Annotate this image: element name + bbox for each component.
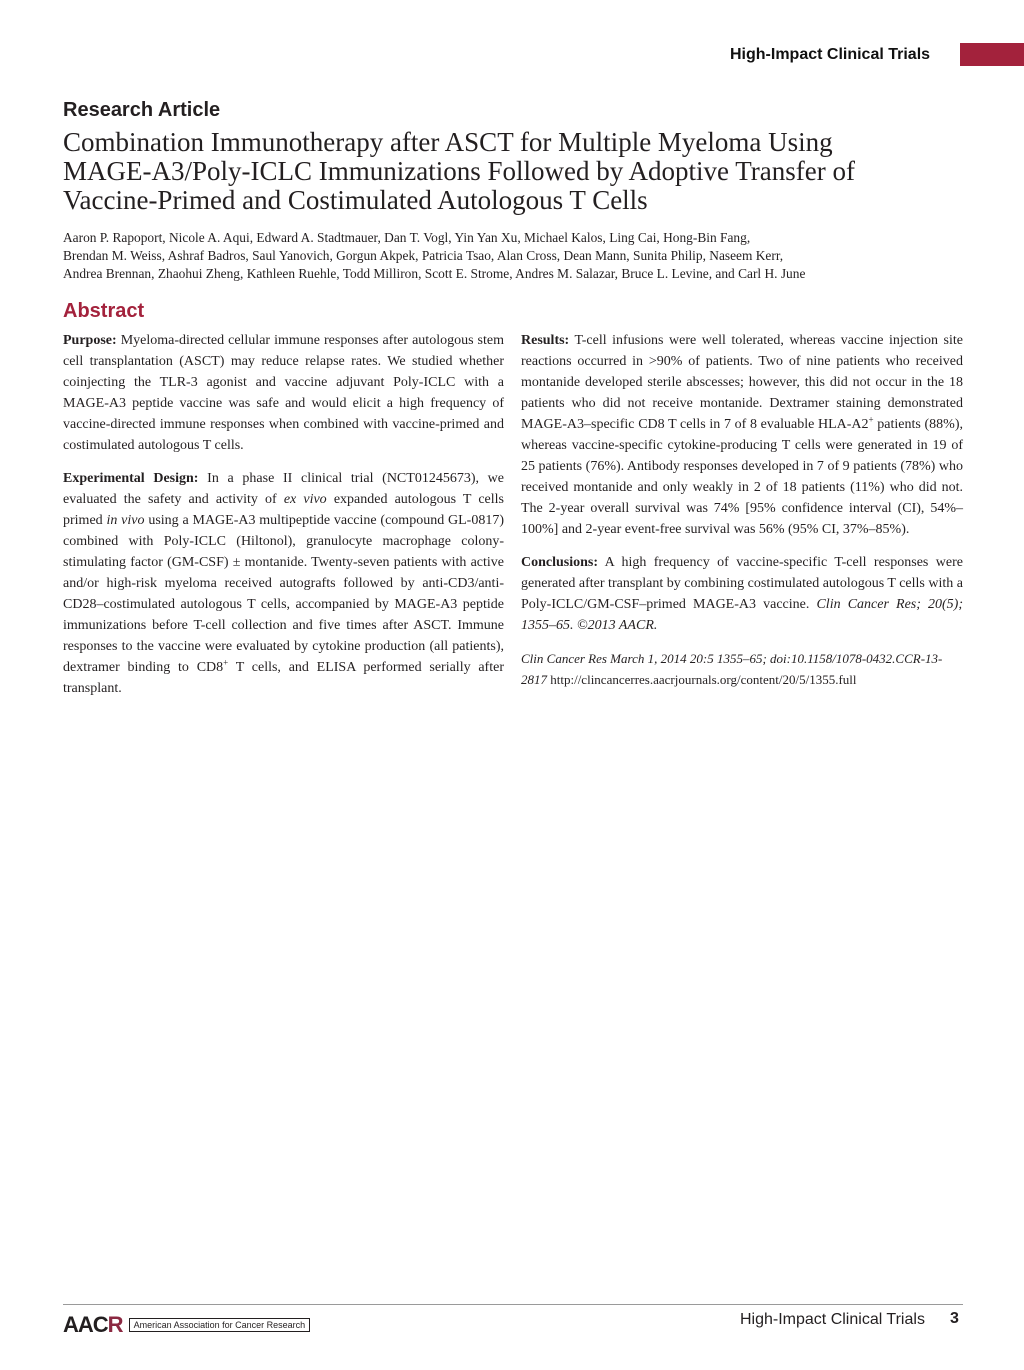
results-paragraph	[521, 330, 963, 540]
footer-divider	[63, 1304, 963, 1305]
title-line: Vaccine-Primed and Costimulated Autologous T Cells	[63, 185, 648, 215]
author-line: Brendan M. Weiss, Ashraf Badros, Saul Yanovich, Gorgun Akpek, Patricia Tsao, Alan Cross, Dean Mann, Sunita Philip, Naseem Kerr,	[63, 248, 784, 263]
page-number: 3	[950, 1310, 959, 1327]
purpose-paragraph	[63, 330, 504, 456]
results-text: T-cell infusions were well tolerated, whereas vaccine injection site reactions occurred in >90% of patients. Two of nine patients who received montanide developed sterile abscesses; however, this did not occur in the 18 patients who did not receive montanide. Dextramer staining demonstrated MAGE-A3–specific CD8 T cells in 7 of 8 evaluable HLA-A2	[521, 333, 963, 432]
author-list	[63, 229, 963, 283]
design-italic: ex vivo	[283, 492, 327, 507]
logo-caption: American Association for Cancer Research	[129, 1318, 311, 1332]
aacr-logo	[63, 1312, 310, 1338]
design-italic: in vivo	[106, 513, 145, 528]
purpose-label: Purpose:	[63, 333, 117, 348]
title-line: MAGE-A3/Poly-ICLC Immunizations Followed by Adoptive Transfer of	[63, 156, 855, 186]
logo-mark	[63, 1312, 123, 1338]
design-text: using a MAGE-A3 multipeptide vaccine (compound GL-0817) combined with Poly-ICLC (Hiltonol), granulocyte macrophage colony-stimulating factor (GM-CSF) ± montanide. Twenty-seven patients with active and/or high-risk myeloma received autografts followed by anti-CD3/anti-CD28–costimulated autologous T cells, accompanied by MAGE-A3 peptide immunizations before T-cell collection and five times after ASCT. Immune responses to the vaccine were evaluated by cytokine production (all patients), dextramer binding to CD8	[63, 513, 504, 675]
logo-letters: AAC	[63, 1312, 108, 1337]
abstract-heading: Abstract	[63, 300, 145, 322]
article-title	[63, 128, 963, 215]
title-line: Combination Immunotherapy after ASCT for Multiple Myeloma Using	[63, 127, 833, 157]
conclusions-paragraph	[521, 552, 963, 636]
header-accent-bar	[960, 43, 1024, 66]
citation-url[interactable]: http://clincancerres.aacrjournals.org/content/20/5/1355.full	[547, 672, 857, 687]
results-label: Results:	[521, 333, 570, 348]
author-line: Andrea Brennan, Zhaohui Zheng, Kathleen Ruehle, Todd Milliron, Scott E. Strome, Andres M. Salazar, Bruce L. Levine, and Carl H. June	[63, 266, 806, 281]
author-line: Aaron P. Rapoport, Nicole A. Aqui, Edward A. Stadtmauer, Dan T. Vogl, Yin Yan Xu, Michael Kalos, Ling Cai, Hong-Bin Fang,	[63, 230, 751, 245]
design-paragraph	[63, 468, 504, 699]
logo-letter-r: R	[107, 1312, 123, 1337]
results-superscript: +	[868, 414, 874, 425]
design-superscript: +	[223, 657, 229, 668]
results-text: patients (88%), whereas vaccine-specific cytokine-producing T cells were generated in 19 of 25 patients (76%). Antibody responses developed in 7 of 9 patients (78%) who received montanide and only weakly in 2 of 18 patients (11%) who did not. The 2-year overall survival was 74% [95% confidence interval (CI), 54%–100%] and 2-year event-free survival was 56% (95% CI, 37%–85%).	[521, 417, 964, 537]
citation-text: Clin Cancer Res March 1, 2014 20:5 1355–65; doi:10.1158/1078-0432.CCR-13-2817	[521, 651, 943, 687]
footer-section: High-Impact Clinical Trials	[740, 1311, 925, 1328]
purpose-text: Myeloma-directed cellular immune responses after autologous stem cell transplantation (ASCT) may reduce relapse rates. We studied whether coinjecting the TLR-3 agonist and vaccine adjuvant Poly-ICLC with a MAGE-A3 peptide vaccine was safe and would elicit a high frequency of vaccine-directed immune responses when combined with vaccine-primed and costimulated autologous T cells.	[63, 333, 504, 453]
citation	[521, 648, 963, 690]
design-text: T cells, and ELISA performed serially after transplant.	[63, 660, 504, 696]
design-text: In a phase II clinical trial (NCT01245673), we evaluated the safety and activity of	[63, 471, 504, 507]
running-header: High-Impact Clinical Trials	[730, 46, 931, 63]
conclusions-label: Conclusions:	[521, 555, 599, 570]
conclusions-text: A high frequency of vaccine-specific T-cell responses were generated after transplant by combining costimulated autologous T cells with a Poly-ICLC/GM-CSF–primed MAGE-A3 vaccine.	[521, 555, 963, 612]
design-label: Experimental Design:	[63, 471, 199, 486]
article-type: Research Article	[63, 99, 221, 121]
design-text: expanded autologous T cells primed	[63, 492, 504, 528]
abstract-right-column	[521, 330, 963, 702]
abstract-left-column	[63, 330, 504, 711]
journal-reference: Clin Cancer Res; 20(5); 1355–65. ©2013 AACR.	[521, 597, 963, 633]
